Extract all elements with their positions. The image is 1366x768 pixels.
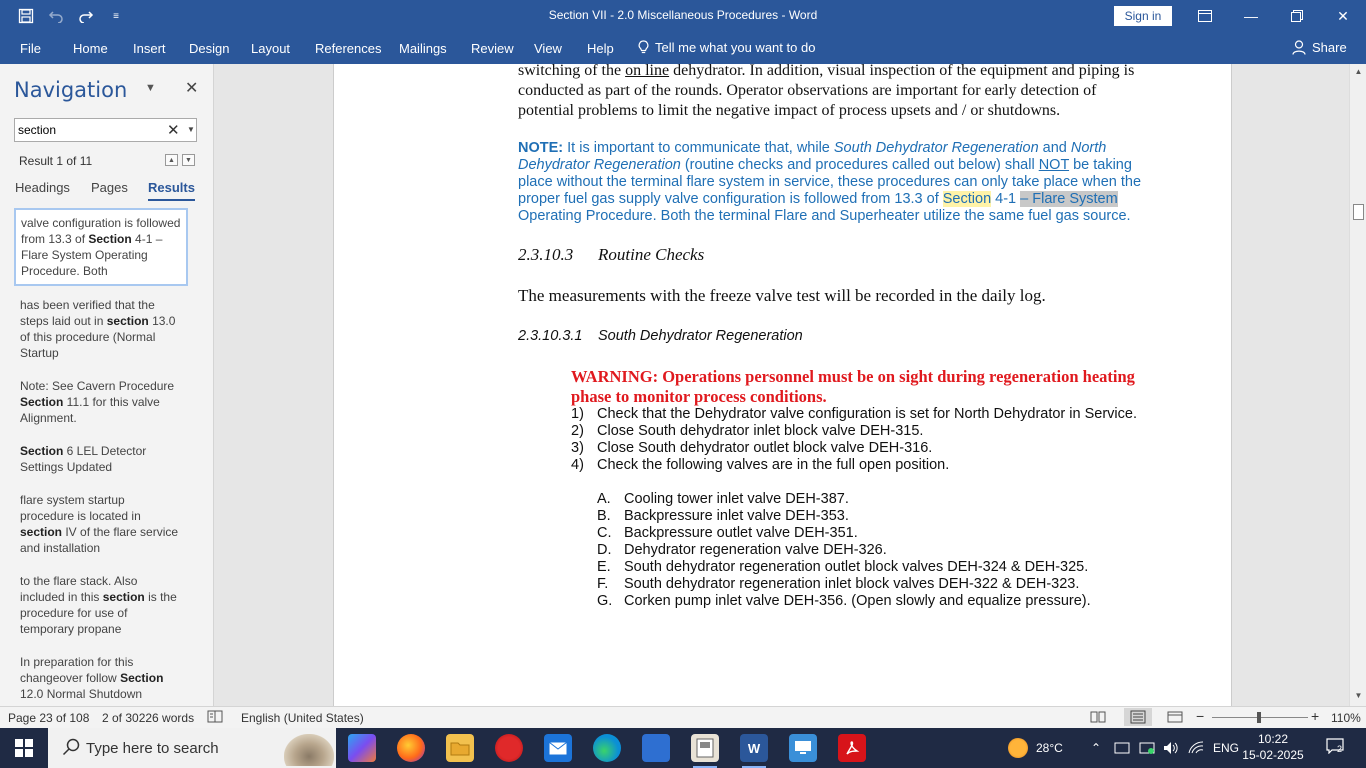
restore-icon[interactable] — [1274, 0, 1320, 32]
word-icon[interactable]: W — [740, 734, 768, 762]
list-item: D. Dehydrator regeneration valve DEH-326. — [597, 542, 887, 558]
ribbon-tabs — [0, 32, 1366, 64]
document-area[interactable] — [215, 64, 1349, 706]
word-count[interactable]: 2 of 30226 words — [102, 711, 195, 725]
list-item: A. Cooling tower inlet valve DEH-387. — [597, 491, 849, 507]
minimize-icon[interactable]: — — [1244, 8, 1258, 24]
body-paragraph: switching of the on line dehydrator. In addition, visual inspection of the equipment and piping is conducted as part of the rounds. Operator observations are important for early detection of potential problems to limit the negative impact of process upsets and / or shutdowns. — [518, 64, 1135, 119]
steps-list — [571, 406, 1137, 474]
tell-me-label: Tell me what you want to do — [655, 40, 816, 55]
volume-icon[interactable] — [1163, 728, 1179, 768]
search-results-list — [14, 208, 188, 713]
file-explorer-icon[interactable] — [446, 734, 474, 762]
print-layout-icon[interactable] — [1124, 708, 1152, 726]
vertical-scrollbar[interactable] — [1349, 64, 1366, 706]
result-item[interactable]: Note: See Cavern Procedure Section 11.1 for this valve Alignment. — [20, 379, 175, 425]
opera-icon[interactable] — [495, 734, 523, 762]
close-pane-icon[interactable]: ✕ — [185, 80, 199, 97]
next-result-icon[interactable]: ▼ — [182, 154, 195, 166]
list-item: F. South dehydrator regeneration inlet block valves DEH-322 & DEH-323. — [597, 576, 1080, 592]
window-title: Section VII - 2.0 Miscellaneous Procedures - Word — [548, 8, 818, 22]
proofing-icon[interactable] — [207, 710, 223, 727]
result-item[interactable]: Section 6 LEL Detector Settings Updated — [20, 444, 147, 474]
person-icon — [1292, 40, 1306, 55]
tab-mailings[interactable]: Mailings — [399, 41, 447, 56]
pane-options-icon[interactable]: ▼ — [145, 82, 156, 94]
sun-icon — [1008, 738, 1028, 758]
share-label: Share — [1312, 40, 1347, 55]
tab-file[interactable]: File — [20, 41, 41, 56]
clock[interactable] — [1238, 731, 1308, 763]
web-layout-icon[interactable] — [1167, 710, 1183, 727]
input-language[interactable]: ENG — [1213, 741, 1240, 755]
result-item[interactable]: flare system startup procedure is located in section IV of the flare service and installation — [20, 493, 179, 555]
list-item: E. South dehydrator regeneration outlet block valves DEH-324 & DEH-325. — [597, 559, 1089, 575]
tab-references[interactable]: References — [315, 41, 382, 56]
result-item[interactable]: to the flare stack. Also included in this section is the procedure for use of temporary propane — [20, 574, 177, 636]
valves-sublist — [597, 491, 1091, 610]
firefox-icon[interactable] — [397, 734, 425, 762]
edge-icon[interactable] — [593, 734, 621, 762]
show-hidden-icons[interactable]: ⌃ — [1091, 741, 1102, 755]
remote-desktop-icon[interactable] — [789, 734, 817, 762]
taskbar-search-placeholder: Type here to search — [86, 739, 219, 757]
notification-count: 2 — [1337, 744, 1343, 754]
tab-help[interactable]: Help — [587, 41, 614, 56]
tray-network-status-icon[interactable] — [1139, 728, 1155, 768]
wifi-icon[interactable] — [1188, 728, 1204, 768]
temperature: 28°C — [1036, 741, 1063, 755]
lightbulb-icon — [638, 40, 649, 55]
result-item[interactable]: In preparation for this changeover follow Section 12.0 Normal Shutdown — [20, 655, 164, 701]
document-page[interactable] — [333, 64, 1232, 706]
list-item: 4) Check the following valves are in the full open position. — [571, 457, 950, 473]
tab-home[interactable]: Home — [73, 41, 108, 56]
tab-view[interactable]: View — [534, 41, 562, 56]
heading-south-dehydrator: 2.3.10.3.1 South Dehydrator Regeneration — [518, 328, 803, 344]
search-highlight-image — [284, 734, 334, 766]
list-item: 3) Close South dehydrator outlet block valve DEH-316. — [571, 440, 933, 456]
search-icon — [62, 738, 80, 761]
tab-headings[interactable]: Headings — [15, 180, 70, 195]
zoom-slider-thumb[interactable] — [1257, 712, 1261, 723]
acrobat-icon[interactable] — [838, 734, 866, 762]
list-item: 1) Check that the Dehydrator valve configuration is set for North Dehydrator in Service. — [571, 406, 1137, 422]
scroll-thumb[interactable] — [1353, 204, 1364, 220]
clear-search-icon[interactable]: ✕ — [167, 122, 180, 139]
tab-pages[interactable]: Pages — [91, 180, 128, 195]
tab-layout[interactable]: Layout — [251, 41, 291, 56]
search-hit-highlight: Section — [942, 191, 992, 207]
mail-icon[interactable] — [544, 734, 572, 762]
tab-results[interactable]: Results — [148, 180, 195, 195]
title-bar — [0, 0, 1366, 32]
weather-app-icon[interactable] — [642, 734, 670, 762]
list-item: C. Backpressure outlet valve DEH-351. — [597, 525, 858, 541]
navigation-pane — [0, 64, 214, 706]
copilot-icon[interactable] — [348, 734, 376, 762]
read-mode-icon[interactable] — [1090, 710, 1106, 727]
tray-device-icon[interactable] — [1114, 728, 1130, 768]
measurements-paragraph: The measurements with the freeze valve test will be recorded in the daily log. — [518, 286, 1046, 305]
note-paragraph: NOTE: It is important to communicate that, while South Dehydrator Regeneration and North Dehydrator Regeneration (routine checks and procedures called out below) shall NOT be taking place without the terminal flare system in service, these procedures can only take place when the proper fuel gas supply valve configuration is followed from 13.3 of Section 4-1 – Flare System Operating Procedure. Both the terminal Flare and Superheater utilize the same fuel gas source. — [518, 140, 1142, 224]
tell-me-search[interactable] — [638, 40, 815, 55]
taskbar — [0, 728, 1366, 768]
windows-start-icon[interactable] — [0, 728, 48, 768]
clock-time: 10:22 — [1257, 732, 1289, 746]
result-count: Result 1 of 11 — [19, 154, 93, 168]
scroll-down-icon[interactable]: ▼ — [1354, 691, 1363, 700]
navigation-search-box[interactable] — [14, 118, 197, 142]
clock-date: 15-02-2025 — [1242, 748, 1304, 762]
tab-design[interactable]: Design — [189, 41, 230, 56]
ribbon-display-options-icon[interactable] — [1182, 0, 1228, 32]
list-item: B. Backpressure inlet valve DEH-353. — [597, 508, 849, 524]
navigation-search-input[interactable] — [15, 119, 155, 141]
weather-widget[interactable] — [1008, 728, 1063, 768]
list-item: 2) Close South dehydrator inlet block valve DEH-315. — [571, 423, 924, 439]
status-bar — [0, 706, 1366, 728]
result-item[interactable]: has been verified that the steps laid out in section 13.0 of this procedure (Normal Startup — [20, 298, 176, 360]
navigation-title: Navigation — [14, 78, 128, 102]
sign-in-button[interactable]: Sign in — [1114, 6, 1172, 26]
language-status[interactable]: English (United States) — [241, 711, 364, 725]
tab-review[interactable]: Review — [471, 41, 514, 56]
notification-center-icon[interactable] — [1324, 738, 1346, 758]
zoom-in-icon[interactable]: + — [1311, 708, 1320, 724]
text-selection: – Flare System — [1020, 191, 1118, 207]
heading-routine-checks: 2.3.10.3 Routine Checks — [518, 245, 705, 264]
scroll-up-icon[interactable]: ▲ — [1354, 67, 1363, 76]
zoom-out-icon[interactable]: − — [1196, 708, 1205, 724]
page-count[interactable]: Page 23 of 108 — [8, 711, 90, 725]
list-item: G. Corken pump inlet valve DEH-356. (Open slowly and equalize pressure). — [597, 593, 1091, 609]
previous-result-icon[interactable]: ▲ — [165, 154, 178, 166]
tab-insert[interactable]: Insert — [133, 41, 166, 56]
zoom-level[interactable]: 110% — [1331, 711, 1361, 725]
close-window-icon[interactable]: ✕ — [1337, 7, 1349, 24]
result-item[interactable]: valve configuration is followed from 13.3 of Section 4-1 – Flare System Operating Procedure. Both — [14, 208, 188, 286]
taskbar-search-box[interactable] — [48, 728, 336, 768]
search-options-icon[interactable]: ▼ — [187, 125, 195, 134]
warning-text: WARNING: Operations personnel must be on sight during regeneration heating phase to monitor process conditions. — [571, 367, 1135, 406]
document-viewer-icon[interactable] — [691, 734, 719, 762]
share-button[interactable] — [1292, 40, 1347, 55]
customize-toolbar-icon[interactable]: ≡ — [113, 10, 119, 22]
